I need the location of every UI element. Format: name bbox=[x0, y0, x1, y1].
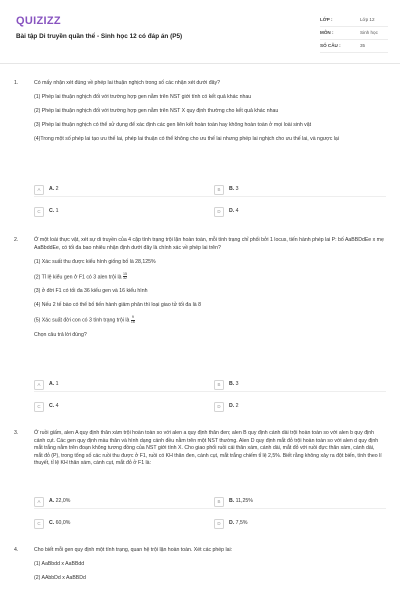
meta-row-subject bbox=[320, 27, 388, 40]
answer-option-b[interactable] bbox=[214, 496, 390, 508]
fraction-numerator: 15 bbox=[122, 271, 127, 276]
option-letter: B bbox=[214, 185, 224, 195]
divider bbox=[34, 508, 386, 509]
option-text: 1 bbox=[55, 381, 59, 388]
question-prompt: Chọn câu trả lời đúng? bbox=[34, 331, 87, 338]
option-text: 3 bbox=[235, 381, 239, 388]
option-letter: C bbox=[34, 519, 44, 529]
divider bbox=[34, 391, 386, 392]
statement: (1) Phép lai thuận nghịch đối với trường hợp gen nằm trên NST giới tính có kết quả khác nhau bbox=[34, 94, 252, 101]
question-number: 4. bbox=[14, 547, 19, 553]
divider bbox=[34, 196, 386, 197]
option-text: 11,25% bbox=[235, 498, 253, 505]
option-letter: A bbox=[34, 497, 44, 507]
option-label: C. bbox=[49, 520, 55, 527]
statement: (3) Phép lai thuận nghịch có thể sử dụng để xác định các gen liên kết hoàn toàn hay không hoàn toàn ở mọi loài sinh vật bbox=[34, 122, 312, 129]
quizizz-logo: QUIZIZZ bbox=[16, 15, 61, 27]
option-letter: D bbox=[214, 402, 224, 412]
option-label: B. bbox=[229, 498, 235, 505]
page-header bbox=[0, 0, 400, 64]
option-letter: C bbox=[34, 207, 44, 217]
question-stem: Có mấy nhận xét đúng về phép lai thuận nghịch trong số các nhận xét dưới đây? bbox=[34, 80, 220, 86]
question-stem: Ở ruồi giấm, alen A quy định thân xám trội hoàn toàn so với alen a quy định thân đen; alen B quy định cánh dài trội hoàn toàn so với alen b quy định cánh cụt. Các gen quy định màu thân và hình dạng cánh đều nằm trên một NST thường. Alen D quy định mắt đỏ trội hoàn toàn so với alen d quy định mắt trắng nằm trên đoạn không tương đồng của NST giới tính X. Cho giao phối ruồi cái thân xám, cánh dài, mắt đỏ với ruồi đực thân xám, cánh dài, mắt đỏ (P), trong tổng số các ruồi thu được ở F1, ruồi có KH thân đen, cánh cụt, mắt trắng chiếm tỉ lệ 2,5%. Biết rằng không xảy ra đột biến, tính theo lí thuyết, tỉ lệ KH thân xám, cánh cụt, mắt đỏ ở F1 là: bbox=[34, 430, 382, 467]
question-body bbox=[34, 547, 384, 589]
option-label: D. bbox=[229, 403, 235, 410]
option-text: 7,5% bbox=[235, 520, 248, 527]
option-text: 1 bbox=[55, 208, 59, 215]
question-stem: Cho biết mỗi gen quy định một tính trạng, quan hệ trội lặn hoàn toàn. Xét các phép lai: bbox=[34, 547, 233, 553]
option-label: A. bbox=[49, 498, 55, 505]
question-number: 2. bbox=[14, 237, 19, 243]
question-body bbox=[34, 430, 384, 474]
meta-value: 35 bbox=[360, 42, 366, 48]
answer-option-b[interactable] bbox=[214, 184, 390, 196]
statement-text: (5) Xác suất đời con có 3 tính trạng trội là bbox=[34, 317, 130, 324]
answer-option-d[interactable] bbox=[214, 401, 390, 413]
option-letter: C bbox=[34, 402, 44, 412]
statement bbox=[34, 316, 384, 325]
answer-option-a[interactable] bbox=[34, 496, 210, 508]
option-letter: D bbox=[214, 519, 224, 529]
option-letter: D bbox=[214, 207, 224, 217]
option-label: A. bbox=[49, 186, 55, 193]
meta-label: MÔN : bbox=[320, 29, 334, 35]
question-stem: Ở một loài thực vật, xét sự di truyền của 4 cặp tính trạng trội lặn hoàn toàn, mỗi tính trạng chỉ phối bởi 1 locus, tiến hành phép lai P: bố AaBBDdEe x mẹ AaBbddEe, có tối đa bao nhiêu nhận định dưới đây là chính xác về phép lai trên? bbox=[34, 237, 384, 251]
meta-row-count bbox=[320, 40, 388, 53]
statement bbox=[34, 273, 384, 282]
fraction-numerator: 9 bbox=[131, 315, 134, 320]
option-label: B. bbox=[229, 186, 235, 193]
option-text: 4 bbox=[55, 403, 59, 410]
option-label: A. bbox=[49, 381, 55, 388]
question-number: 1. bbox=[14, 80, 19, 86]
question-number: 3. bbox=[14, 430, 19, 436]
fraction bbox=[123, 273, 127, 281]
answer-option-a[interactable] bbox=[34, 379, 210, 391]
answer-option-d[interactable] bbox=[214, 206, 390, 218]
option-letter: B bbox=[214, 497, 224, 507]
option-label: D. bbox=[229, 208, 235, 215]
answer-option-c[interactable] bbox=[34, 206, 210, 218]
statement: (1) Xác suất thu được kiểu hình giống bố là 28,125% bbox=[34, 258, 156, 265]
option-text: 4 bbox=[235, 208, 239, 215]
answer-option-b[interactable] bbox=[214, 379, 390, 391]
meta-row-grade bbox=[320, 14, 388, 27]
fraction-denominator: 32 bbox=[122, 276, 127, 281]
fraction bbox=[131, 316, 135, 324]
option-letter: A bbox=[34, 380, 44, 390]
meta-table bbox=[320, 14, 388, 53]
question-body bbox=[34, 237, 384, 346]
answer-option-a[interactable] bbox=[34, 184, 210, 196]
statement: (2) Phép lai thuận nghịch đối với trường hợp gen nằm trên NST X quy định thường cho kết quả khác nhau bbox=[34, 108, 279, 115]
statement: (4) Nếu 2 tế bào có thể bố tiến hành giảm phân thì loại giao tử tối đa là 8 bbox=[34, 302, 201, 309]
statement-text: (2) Tỉ lệ kiểu gen ở F1 có 3 alen trội là bbox=[34, 274, 122, 281]
option-letter: A bbox=[34, 185, 44, 195]
statement: (2) AAbbDd x AaBBDd bbox=[34, 575, 86, 582]
question-body bbox=[34, 80, 384, 150]
option-text: 60,0% bbox=[55, 520, 71, 527]
option-text: 3 bbox=[235, 186, 239, 193]
answer-option-c[interactable] bbox=[34, 401, 210, 413]
statement: (3) ở đời F1 có tối đa 36 kiểu gen và 16 kiểu hình bbox=[34, 288, 148, 295]
statement: (1) AaBbdd x AaBBdd bbox=[34, 561, 85, 568]
option-label: C. bbox=[49, 403, 55, 410]
option-label: C. bbox=[49, 208, 55, 215]
meta-value: Lớp 12 bbox=[360, 16, 375, 22]
option-letter: B bbox=[214, 380, 224, 390]
answer-option-d[interactable] bbox=[214, 518, 390, 530]
option-label: D. bbox=[229, 520, 235, 527]
statement: (4)Trong một số phép lai tạo ưu thế lai, phép lai thuận có thể không cho ưu thế lai nhưng phép lai nghịch cho ưu thế lai, và ngược lại bbox=[34, 136, 339, 143]
option-text: 2 bbox=[55, 186, 59, 193]
option-label: B. bbox=[229, 381, 235, 388]
meta-value: Sinh học bbox=[360, 29, 378, 35]
answer-option-c[interactable] bbox=[34, 518, 210, 530]
option-text: 2 bbox=[235, 403, 239, 410]
page-title: Bài tập Di truyền quần thể - Sinh học 12 có đáp án (P5) bbox=[16, 33, 183, 40]
meta-label: SỐ CÂU : bbox=[320, 42, 341, 48]
fraction-denominator: 16 bbox=[130, 319, 135, 324]
meta-label: LỚP : bbox=[320, 16, 333, 22]
option-text: 22,0% bbox=[55, 498, 71, 505]
